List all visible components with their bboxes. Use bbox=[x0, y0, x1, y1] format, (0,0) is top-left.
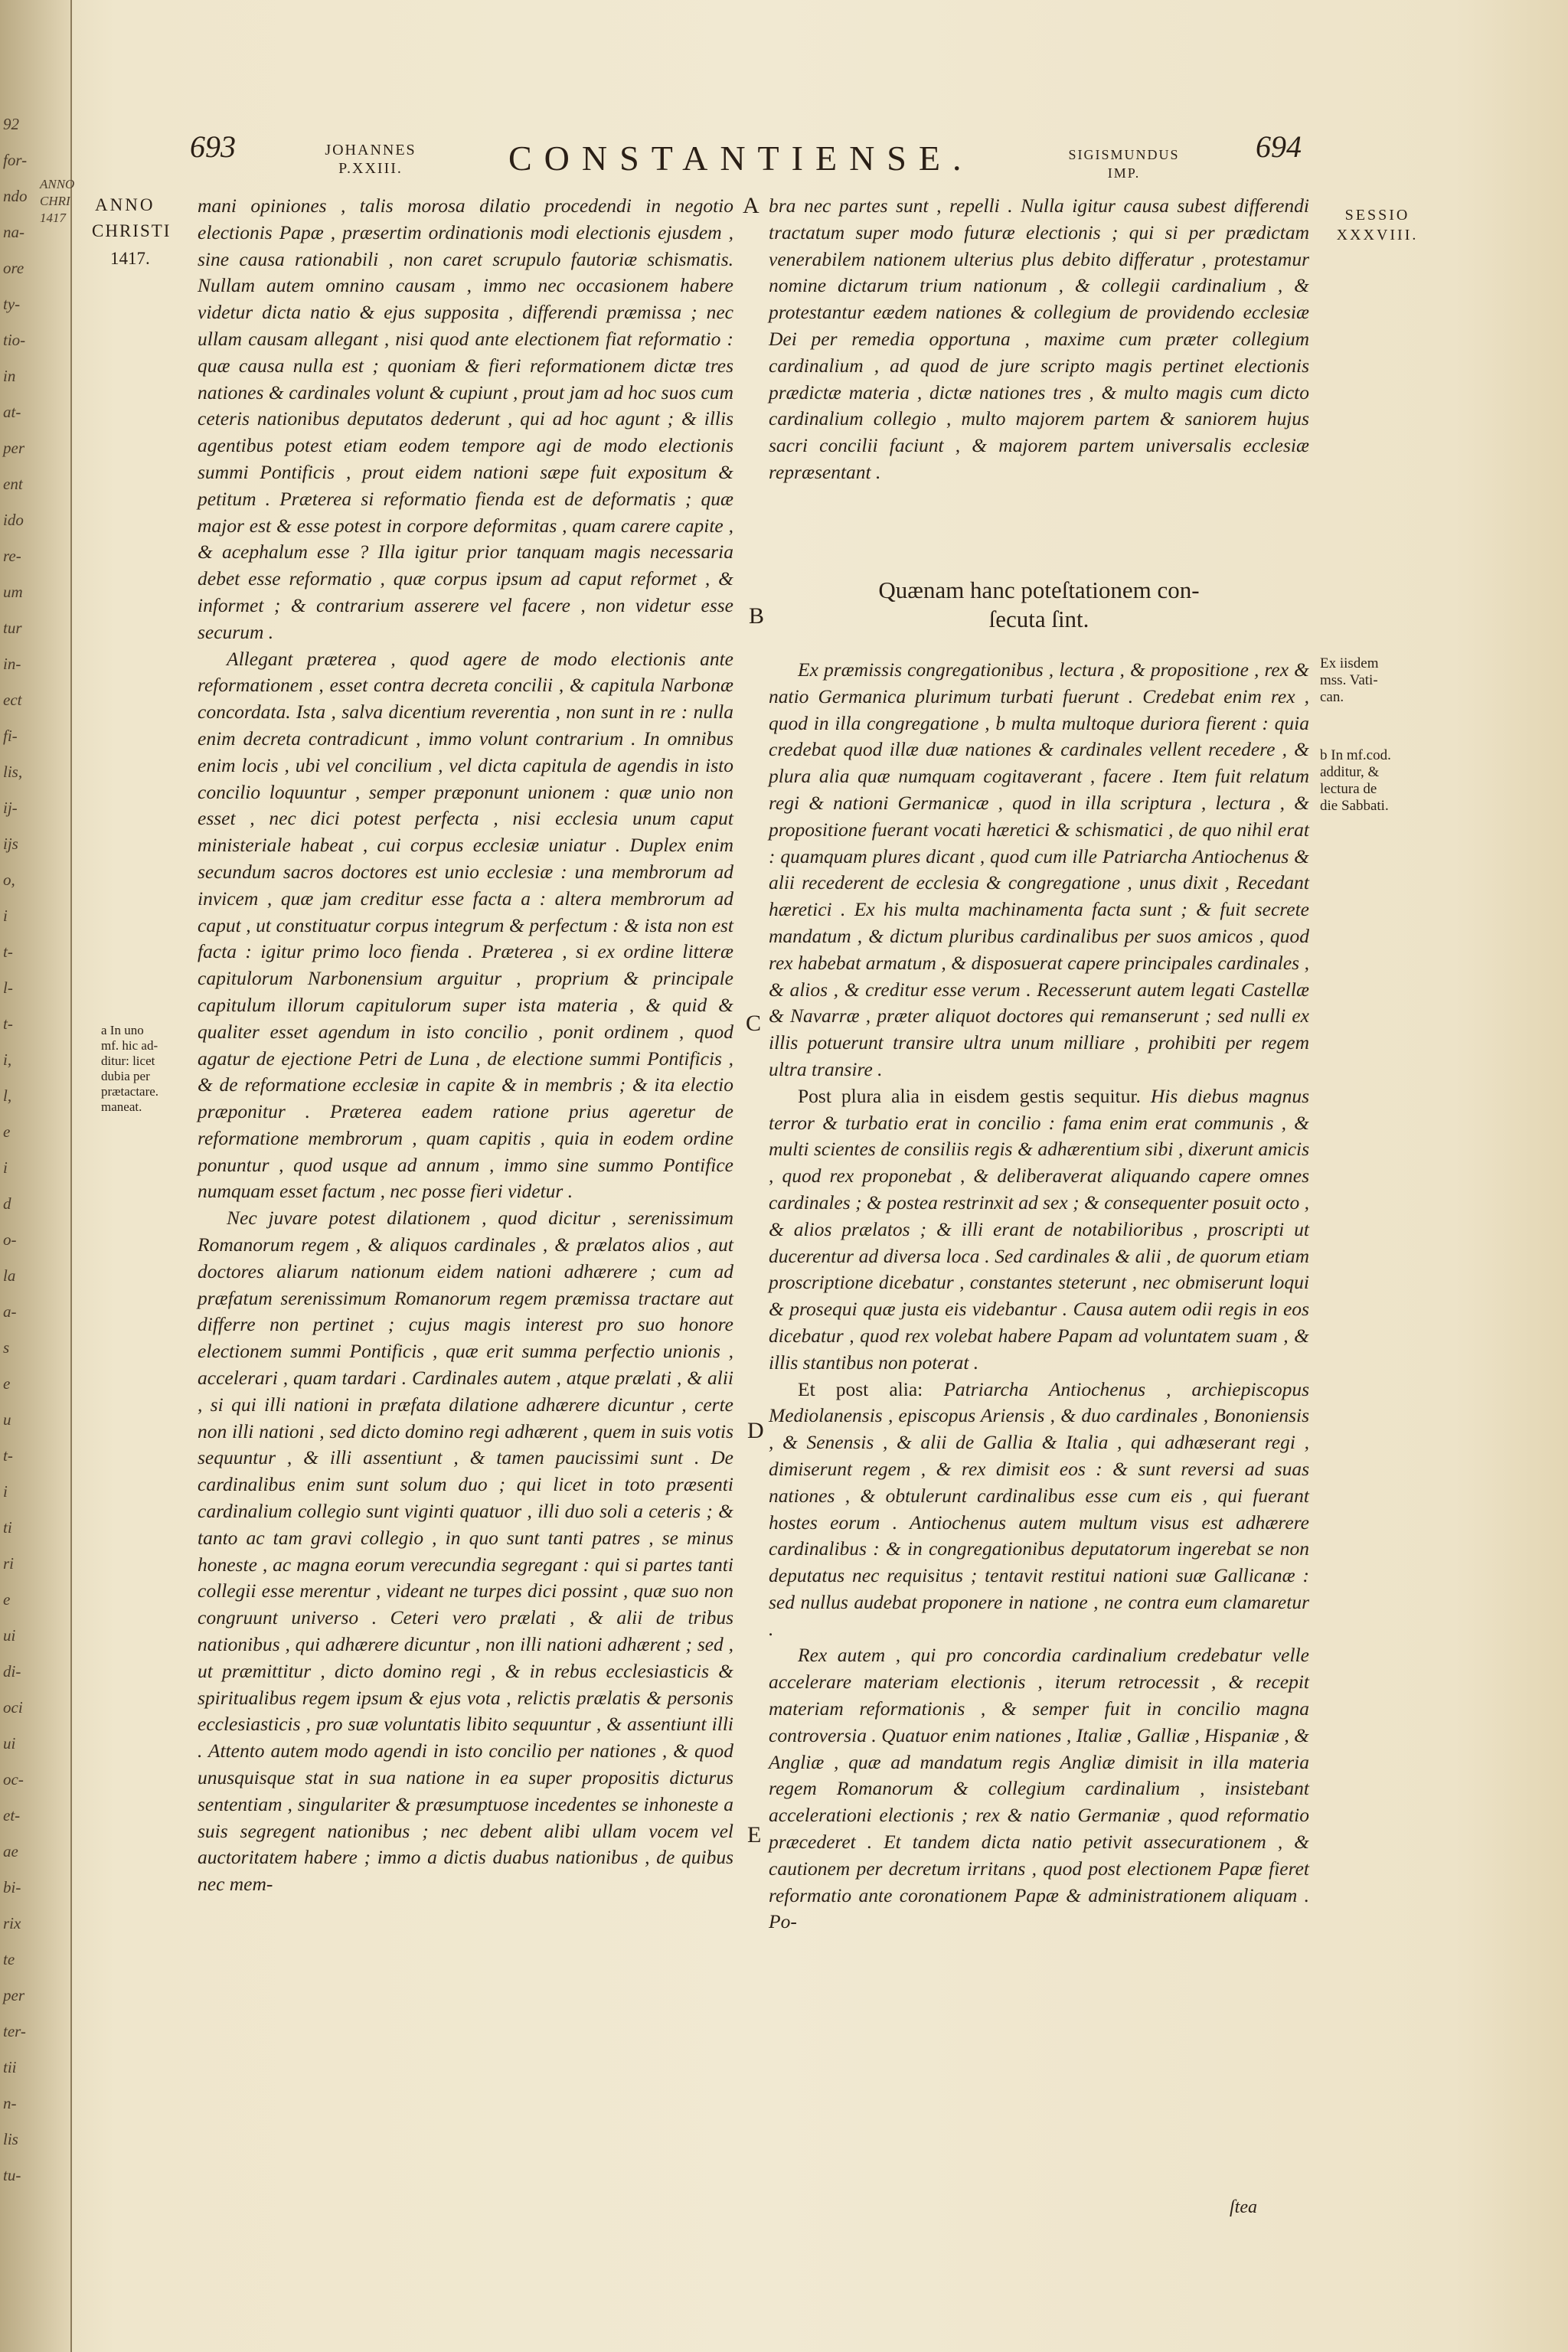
margin-note-line: dubia per bbox=[101, 1069, 150, 1083]
section-heading-line-1: Quænam hanc poteſtationem con- bbox=[878, 577, 1200, 603]
section-heading bbox=[769, 576, 1309, 634]
strip-fragment: la bbox=[3, 1266, 16, 1285]
strip-fragment: rix bbox=[3, 1914, 21, 1932]
paragraph-text: Ex præmissis congregationibus , lectura , & propositione , rex & natio Germanica plurimum turbati fuerunt . Credebat enim rex , quod in illa congregatione , b multa multoque duriora fierent : quia credebat quod illæ duæ nationes & cardinales vellent recedere , & plura alia quæ numquam cogitaverant , facere . Item fuit relatum regi & nationi Germanicæ , quod in illa scriptura , lectura , & propositione fuerant vocati hæretici & schismatici , de quo nihil erat : quamquam plures dicant , quod cum ille Patriarcha Antiochenus & alii recederent de ecclesia & congregatione , unus dixit , Recedant hæretici . Ex his multa machinamenta facta sunt ; & fuit secrete mandatum , & dictum pluribus cardinalibus per suos amicos , quod rex habebat armatum , & disposuerat capere principales cardinales , & alios , & creditur esse verum . Recesserunt autem legati Castellæ & Navarræ , præter aliquot doctores qui remanserunt ; sed nulli ex illis potuerunt transire ultra unum milliare , prohibiti per regem ultra transire . bbox=[769, 658, 1309, 1080]
header-pope-number: P.XXIII. bbox=[338, 160, 403, 177]
strip-note-line: CHRI bbox=[40, 194, 70, 208]
strip-fragment: ect bbox=[3, 691, 22, 709]
strip-fragment: na- bbox=[3, 223, 24, 241]
paragraph-text: Nec juvare potest dilationem , quod dicitur , serenissimum Romanorum regem , & aliquos cardinales , & prælatos alios , aut doctores aliarum nationum eidem nationi adhærere ; cum ad præfatum serenissimum Romanorum regem præmissa tractare aut differre non pertinet ; cujus magis interest pro suo honore electionem summi Pontificis , quæ erit summa perfectio unionis , accelerari , quam tardari . Cardinales autem , atque prælati , & alii , si qui illi nationi in præfata dilatione adhærere dicuntur , certe non illi nationi , sed dicto domino regi adhærent , quem in suis votis sequuntur , & illi assentiunt , & tamen paucissimi sunt . De cardinalibus enim sunt solum duo ; qui licet in toto præsenti cardinalium collegio sunt viginti quatuor , illi duo soli a ceteris ; & tanto ac tam gravi collegio , in quo sunt tanti patres , se minus honeste , ac magna eorum verecundia segregant : qui si partes tanti collegii esse merentur , videant ne turpes dici possint , quæ suo non congruunt universo . Ceteri vero prælati , & alii de tribus nationibus , qui adhærere dicuntur , non illi nationi adhærent ; sed , ut præmittitur , dicto domino regi , & in rebus ecclesiasticis & spiritualibus regem ipsum & ejus vota , relictis prælatis & personis ecclesiasticis , pro suæ voluntatis libito sequuntur , & assentiunt illi . Attento autem modo agendi in isto concilio per nationes , & quod unusquisque stat in sua natione in ea super propositis dicturus sententiam , singulariter & præsumptuose incedentes se inhoneste a suis segregent nationibus ; nec debent alibi ullam vocem vel auctoritatem habere ; immo a dictis duabus nationibus , de quibus nec mem- bbox=[198, 1207, 733, 1896]
strip-fragment: ri bbox=[3, 1554, 15, 1573]
strip-fragment: per bbox=[3, 439, 24, 457]
strip-fragment: o- bbox=[3, 1230, 17, 1249]
running-title: CONSTANTIENSE. bbox=[508, 139, 974, 178]
section-letter-d: D bbox=[747, 1418, 764, 1443]
paragraph-text: Allegant præterea , quod agere de modo electionis ante reformationem , esset contra decreta concilii , & capitula Narbonæ concordata. Ista , salva dicentium reverentia , non sunt in re : nulla enim decreta contradicunt , immo volunt contrarium . In omnibus enim locis , ubi vel concilium , vel dicta capitula de agendis in isto concilio loquuntur , semper præponunt unionem : quæ unio non esset , nec dici potest perfecta , nisi ecclesia unum caput ministeriale habeat , cui corpus ecclesiæ uniatur . Duplex enim secundum sacros doctores est unio ecclesiæ : una membrorum ad invicem , quæ jam creditur esse facta a : altera membrorum ad caput , ut constituatur corpus integrum & perfectum : & ista non est facta : igitur primo loco fienda . Præterea , si ex ordine litteræ capitulorum Narbonensium arguitur , proprium & principale capitulum illorum capitulorum super ista materia , & quid & qualiter esset agendum in isto concilio , ponit ordinem , quod agatur de ejectione Petri de Luna , de electione summi Pontificis , & de reformatione ecclesiæ in capite & in membris ; & ita electio præponitur . Præterea eadem ratione prius ageretur de reformatione membrorum , quam capitis , quia in eodem ordine ponuntur , quod usque ad annum , immo sine summo Pontifice numquam esset factum , nec posse fieri videtur . bbox=[198, 647, 733, 1203]
right-column-text bbox=[769, 657, 1309, 1936]
strip-fragment: l, bbox=[3, 1086, 12, 1105]
margin-note-line: mf. hic ad- bbox=[101, 1038, 158, 1053]
strip-fragment: di- bbox=[3, 1662, 21, 1681]
strip-fragment: e bbox=[3, 1374, 11, 1393]
section-letter-e: E bbox=[747, 1822, 762, 1847]
strip-fragment: lis bbox=[3, 2130, 18, 2148]
strip-fragment: i bbox=[3, 1158, 8, 1177]
strip-fragment: e bbox=[3, 1122, 11, 1141]
paragraph-text: His diebus magnus terror & turbatio erat in concilio : fama enim erat communis , & multi scientes de consiliis regis & adhærentium sibi , dixerunt amicis , quod rex proponebat , & deliberaverat aliquando capere omnes cardinales ; & postea restrinxit ad sex ; & consequenter posuit octo , & alios prælatos ; & illi erant de notabilioribus , proscripti ut ducerentur ad diversa loca . Sed cardinales & alii , de quorum etiam proscriptione dicebatur , constantes steterunt , nec obmiserunt loqui & prosequi quæ justa eis videbantur . Causa autem odii regis in eos dicebatur , quod rex volebat habere Papam ad voluntatem suam , & illis stantibus non poterat . bbox=[769, 1084, 1309, 1374]
strip-fragment: fi- bbox=[3, 727, 18, 745]
margin-note-line: prætactare. bbox=[101, 1084, 159, 1099]
strip-fragment: ore bbox=[3, 259, 24, 277]
strip-fragment: 92 bbox=[3, 115, 19, 133]
margin-christi: CHRISTI bbox=[92, 221, 172, 240]
strip-fragment: tio- bbox=[3, 331, 26, 349]
strip-fragment: re- bbox=[3, 547, 21, 565]
margin-note-line: lectura de bbox=[1320, 781, 1377, 797]
section-letter-b: B bbox=[749, 603, 765, 629]
paragraph bbox=[769, 657, 1309, 1083]
margin-note-line: Ex iisdem bbox=[1320, 655, 1379, 671]
strip-note-line: 1417 bbox=[40, 211, 66, 225]
strip-fragment: et- bbox=[3, 1806, 21, 1824]
paragraph bbox=[198, 1205, 733, 1898]
paragraph bbox=[198, 646, 733, 1206]
margin-note-b bbox=[1320, 747, 1435, 815]
paragraph-text: Rex autem , qui pro concordia cardinalium credebatur velle accelerare materiam electionis , iterum retrocessit , & recepit materiam reformationis , & semper fuit in concilio magna controversia . Quatuor enim nationes , Italiæ , Galliæ , Hispaniæ , & Angliæ , quæ ad mandatum regis Angliæ dimisit in illa materia regem Romanorum & collegium cardinalium , insistebant accelerationi electionis ; rex & natio Germaniæ , quod reformatio præcederet . Et tandem dicta natio petivit assecurationem , & cautionem per decretum irritans , quod post electionem Papæ fieret reformatio ante coronationem Papæ & administrationem aliquam . Po- bbox=[769, 1644, 1309, 1933]
strip-fragment: oci bbox=[3, 1698, 23, 1717]
margin-sessio-label: SESSIO bbox=[1344, 207, 1410, 224]
margin-year: 1417. bbox=[110, 249, 150, 268]
strip-fragment: t- bbox=[3, 1014, 13, 1033]
margin-note-line: die Sabbati. bbox=[1320, 798, 1389, 814]
strip-fragment: s bbox=[3, 1338, 10, 1357]
catchword: ſtea bbox=[1230, 2197, 1257, 2217]
strip-fragment: ui bbox=[3, 1734, 16, 1753]
strip-fragment: t- bbox=[3, 942, 13, 961]
strip-fragment: for- bbox=[3, 151, 28, 169]
margin-note-line: mss. Vati- bbox=[1320, 672, 1378, 688]
adjacent-page-margin-note bbox=[40, 176, 75, 227]
right-column-opening-paragraph: bra nec partes sunt , repelli . Nulla igitur causa subest differendi tractatum super modo futuræ electionis ; qui si per prædictam venerabilem nationem ulterius plus debito differatur , protestamur nomine dictarum trium nationum , & collegii cardinalium , & protestantur eædem nationes & collegium de providendo ecclesiæ Dei per remedia opportuna , maxime cum præter collegium cardinalium , ad quod de jure scripto magis pertinet electionis prædictæ materia , dictæ nationes tres , & multo magis cum dicto cardinalium collegio , multo majorem partem & saniorem hujus sacri concilii faciunt , & majorem partem universalis ecclesiæ repræsentant . bbox=[769, 194, 1309, 483]
strip-fragment: ndo bbox=[3, 187, 28, 205]
strip-fragment: i bbox=[3, 906, 8, 925]
margin-note-source bbox=[1320, 655, 1435, 706]
strip-fragment: e bbox=[3, 1590, 11, 1609]
section-letter-c: C bbox=[746, 1011, 762, 1036]
margin-anno: ANNO bbox=[95, 195, 155, 214]
strip-fragment: tu- bbox=[3, 2166, 21, 2184]
strip-fragment: ijs bbox=[3, 835, 18, 853]
strip-fragment: te bbox=[3, 1950, 15, 1968]
header-emperor-title: IMP. bbox=[1107, 165, 1141, 181]
header-emperor-name: SIGISMUNDUS bbox=[1068, 147, 1180, 162]
strip-fragment: ui bbox=[3, 1626, 16, 1645]
paragraph-text: Patriarcha Antiochenus , archiepiscopus Mediolanensis , episcopus Ariensis , & duo cardinales , Bononiensis , & Senensis , & alii de Gallia & Italia , qui adhæserant regi , dimiserunt regem , & rex dimisit eos : & sunt reversi ad suas nationes , & obtulerunt cardinalibus esse cum eis , qui fuerant hostes eorum . Antiochenus autem multum visus est adhærere cardinalibus : & in congregationibus deputatorum ingerebat se non deputatus nec requisitus ; tentavit restitui nationi suæ Gallicanæ : sed nullus audebat proponere in natione , ne contra eum clamaretur . bbox=[769, 1377, 1309, 1640]
paragraph bbox=[769, 1642, 1309, 1936]
paragraph bbox=[198, 193, 733, 646]
strip-fragment: tii bbox=[3, 2058, 17, 2076]
adjacent-page-strip bbox=[0, 0, 75, 2352]
strip-fragment: at- bbox=[3, 403, 21, 421]
header-pope-name: JOHANNES bbox=[325, 142, 416, 158]
margin-note-line: b In mf.cod. bbox=[1320, 747, 1391, 763]
strip-fragment: o, bbox=[3, 871, 15, 889]
strip-fragment: ti bbox=[3, 1518, 12, 1537]
page-number-right: 694 bbox=[1256, 129, 1302, 164]
paragraph bbox=[769, 1083, 1309, 1377]
margin-sessio bbox=[1320, 205, 1435, 245]
strip-fragment: ido bbox=[3, 511, 24, 529]
page-number-left: 693 bbox=[190, 129, 236, 164]
strip-fragment: u bbox=[3, 1410, 11, 1429]
strip-fragment: i bbox=[3, 1482, 8, 1501]
strip-fragment: bi- bbox=[3, 1878, 21, 1896]
margin-note-a bbox=[101, 1023, 191, 1115]
strip-fragment: n- bbox=[3, 2094, 17, 2112]
strip-fragment: in bbox=[3, 367, 16, 385]
strip-fragment: tur bbox=[3, 619, 22, 637]
margin-note-line: maneat. bbox=[101, 1099, 142, 1114]
strip-fragment: oc- bbox=[3, 1770, 24, 1788]
strip-fragment: i, bbox=[3, 1050, 12, 1069]
header-emperor bbox=[1047, 145, 1200, 182]
strip-fragment: ae bbox=[3, 1842, 18, 1860]
margin-note-line: ditur: licet bbox=[101, 1054, 155, 1068]
strip-fragment: in- bbox=[3, 655, 21, 673]
paragraph-text: mani opiniones , talis morosa dilatio procedendi in negotio electionis Papæ , præsertim ordinationis modi electionis ejusdem , sine causa rationabili , non caret scrupulo fautoriæ schismatis. Nullam autem omnino causam , immo nec occasionem habere videtur dicta natio & ejus supposita , differendi præmissa ; nec ullam causam allegant , nisi quod ante electionem fiat reformatio : quæ causa nulla est ; quoniam & fieri reformationem dictæ tres nationes & cardinales volunt & cupiunt , prout jam ad hoc suos cum ceteris nationibus deputatos dederunt , qui ad hoc agunt ; & illis agentibus potest etiam eodem tempore agi de modo electionis summi Pontificis , prout eidem nationi sæpe fuit expositum & petitum . Præterea si reformatio fienda est de deformatis ; quæ major est & esse potest in corpore deformitas , quam carere capite , & acephalum esse ? Illa igitur prior tanquam magis necessaria debet esse reformatio , quæ corpus ipsum ad caput reformet , & informet ; & contrarium asserere vel facere , non videtur esse securum . bbox=[198, 194, 733, 643]
section-heading-line-2: ſecuta ſint. bbox=[988, 606, 1089, 632]
margin-note-line: additur, & bbox=[1320, 764, 1380, 780]
strip-fragment: um bbox=[3, 583, 23, 601]
strip-fragment: per bbox=[3, 1986, 24, 2004]
paragraph-lead: Et post alia: bbox=[798, 1377, 923, 1400]
strip-fragment: ent bbox=[3, 475, 23, 493]
strip-fragment: a- bbox=[3, 1302, 17, 1321]
strip-fragment: t- bbox=[3, 1446, 13, 1465]
strip-fragment: lis, bbox=[3, 763, 23, 781]
left-column-text bbox=[198, 193, 733, 1898]
paragraph bbox=[769, 1377, 1309, 1643]
strip-fragment: ter- bbox=[3, 2022, 26, 2040]
strip-fragment: ij- bbox=[3, 799, 18, 817]
paragraph-lead: Post plura alia in eisdem gestis sequitur. bbox=[798, 1084, 1141, 1107]
margin-sessio-number: XXXVIII. bbox=[1336, 227, 1419, 243]
strip-fragment: ty- bbox=[3, 295, 21, 313]
margin-note-line: a In uno bbox=[101, 1023, 144, 1037]
strip-note-line: ANNO bbox=[40, 177, 75, 191]
strip-fragment: l- bbox=[3, 978, 13, 997]
header-pope bbox=[309, 141, 432, 178]
margin-note-line: can. bbox=[1320, 689, 1344, 705]
right-column-top-text bbox=[769, 193, 1309, 486]
section-letter-a: A bbox=[743, 193, 760, 218]
strip-fragment: d bbox=[3, 1194, 11, 1213]
